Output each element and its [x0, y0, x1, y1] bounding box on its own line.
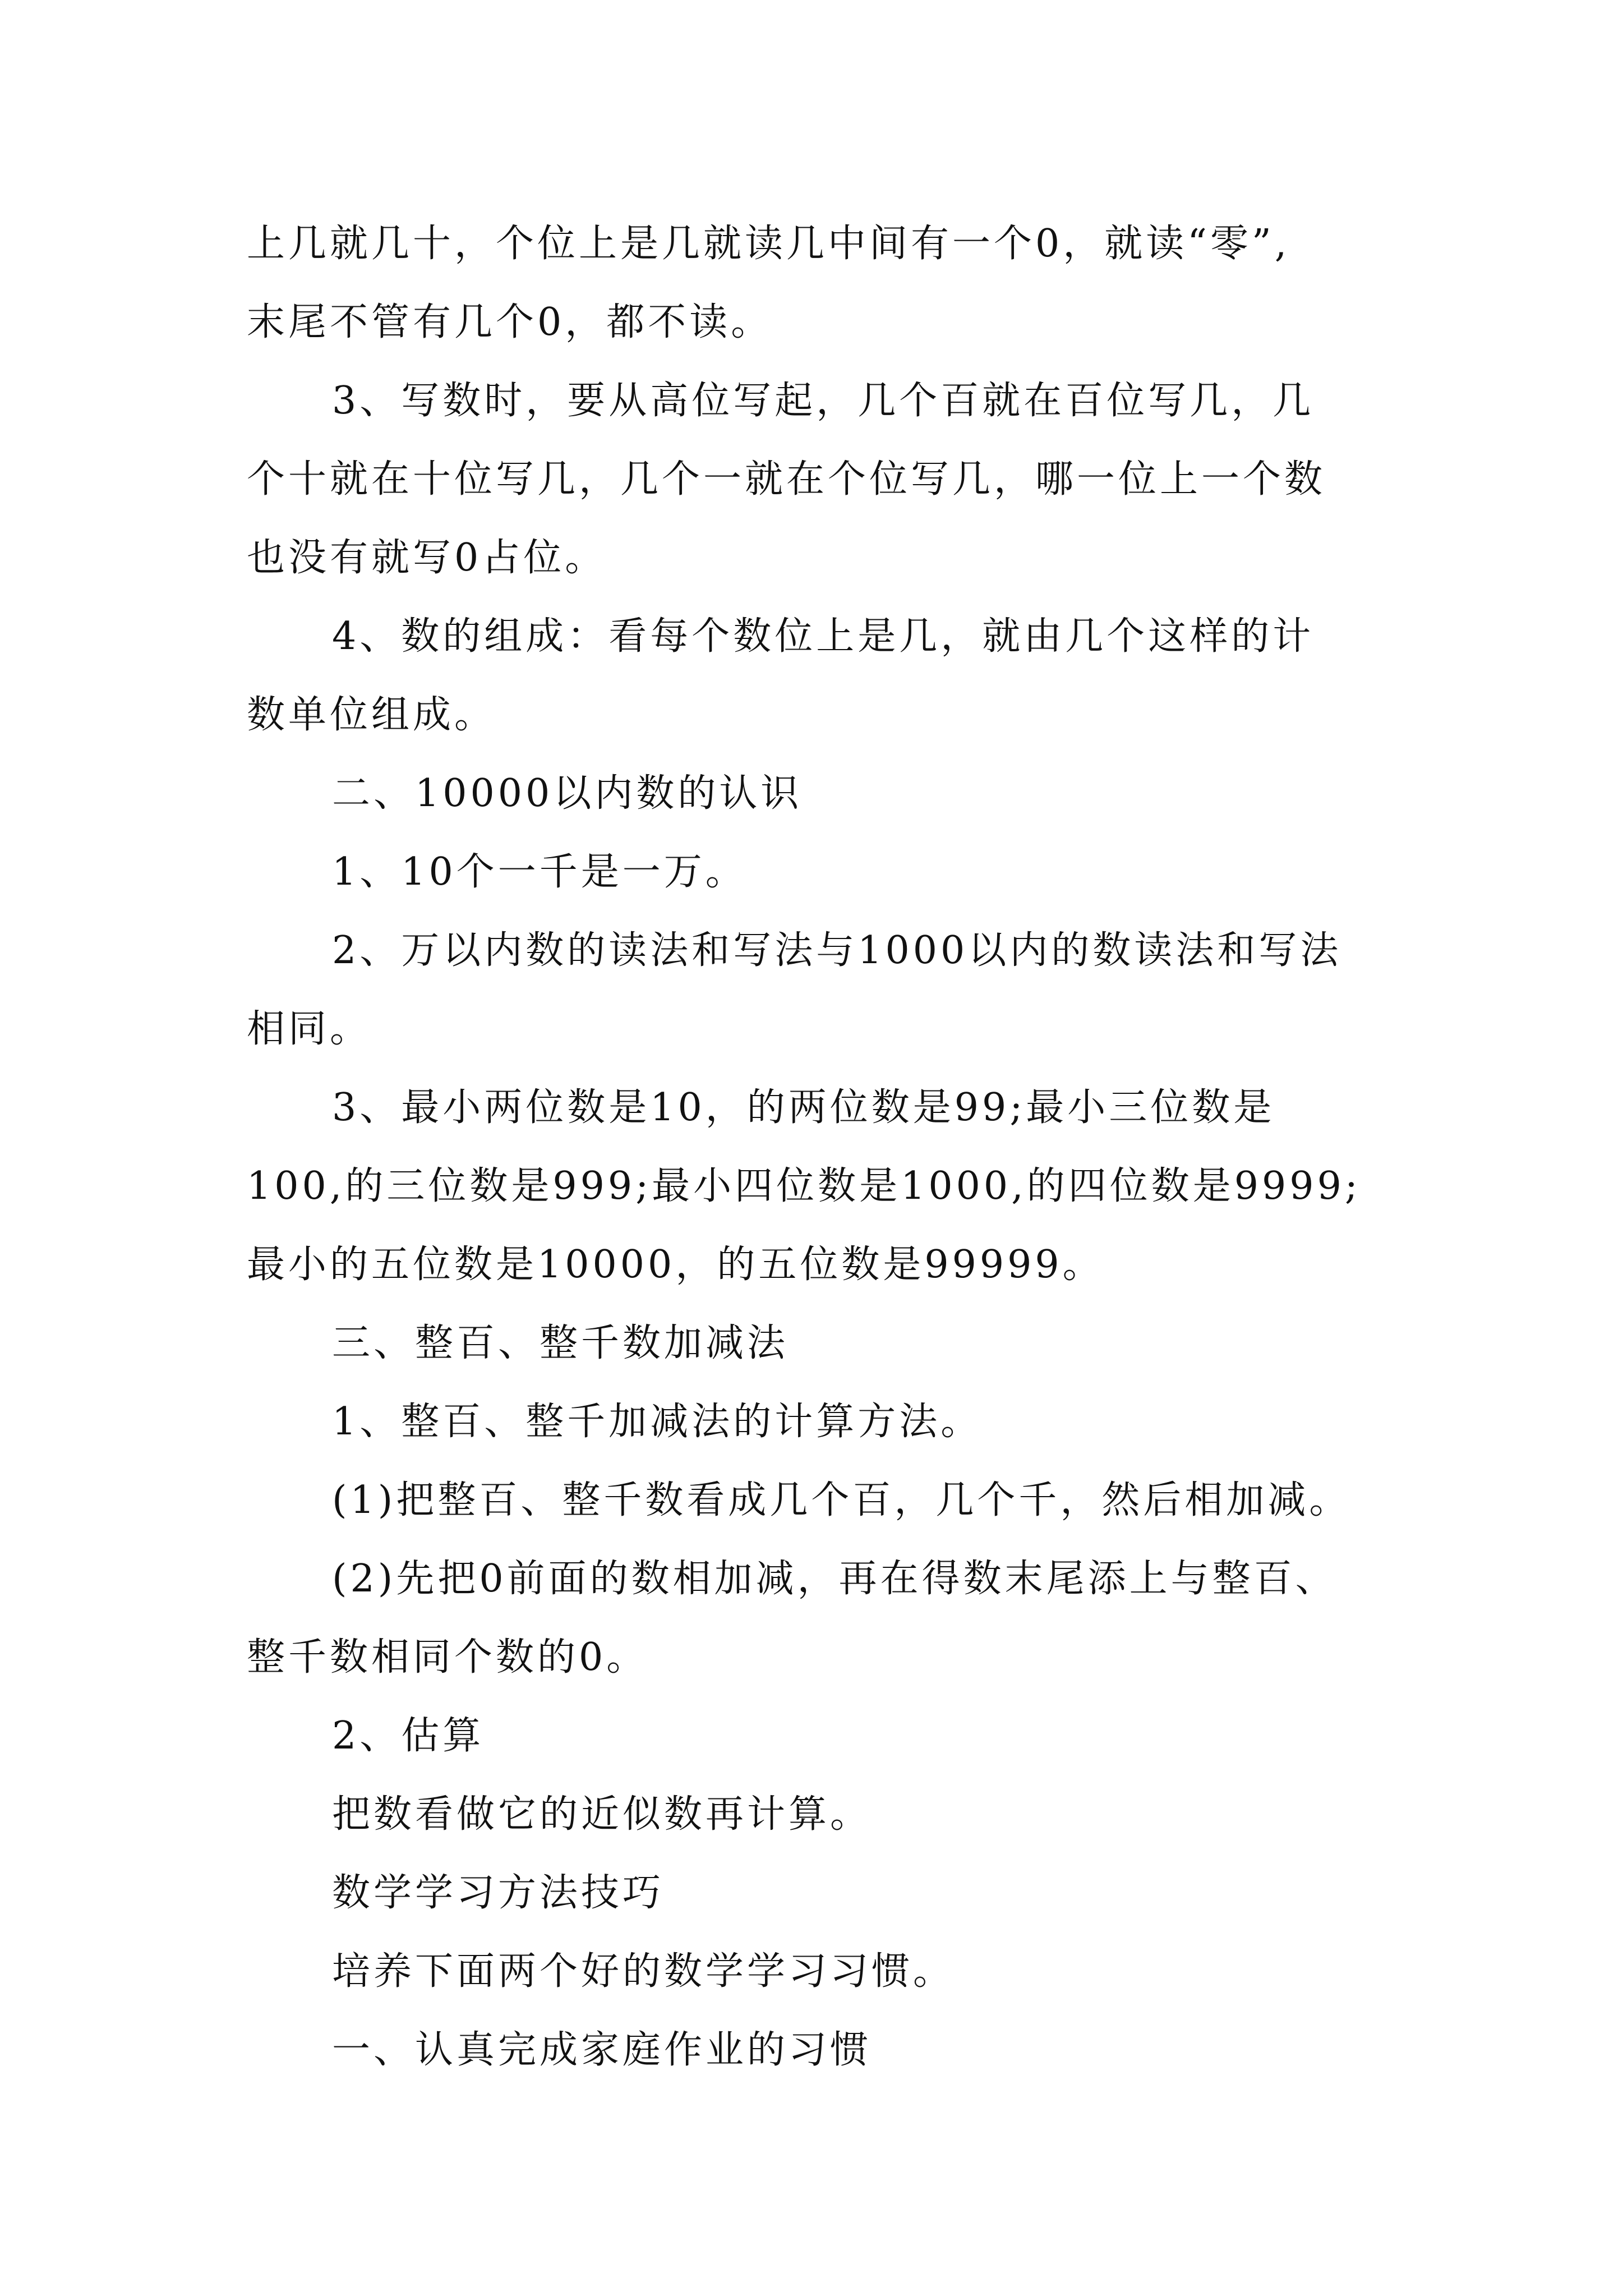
text-line: 培养下面两个好的数学学习习惯。	[332, 1949, 955, 1994]
text-line: 3、写数时，要从高位写起，几个百就在百位写几，几	[332, 379, 1315, 423]
text-line: 末尾不管有几个0，都不读。	[247, 300, 773, 344]
section-heading: 数学学习方法技巧	[332, 1871, 665, 1915]
text-line: 1、整百、整千加减法的计算方法。	[332, 1400, 983, 1444]
text-line: 1、10个一千是一万。	[332, 850, 747, 894]
text-line: 也没有就写0占位。	[247, 536, 607, 580]
text-line: 4、数的组成：看每个数位上是几，就由几个这样的计	[332, 614, 1315, 659]
text-line: (2)先把0前面的数相加减，再在得数末尾添上与整百、	[332, 1557, 1337, 1601]
text-line: 数单位组成。	[247, 693, 496, 737]
document-body	[247, 205, 1430, 2090]
text-line: 100,的三位数是999;最小四位数是1000,的四位数是9999;	[247, 1164, 1361, 1208]
text-line: 3、最小两位数是10，的两位数是99;最小三位数是	[332, 1085, 1275, 1130]
text-line: 最小的五位数是10000，的五位数是99999。	[247, 1243, 1104, 1287]
text-line: 2、估算	[332, 1714, 485, 1758]
text-line: 上几就几十，个位上是几就读几中间有一个0，就读“零”,	[247, 222, 1290, 266]
section-heading: 一、认真完成家庭作业的习惯	[332, 2028, 872, 2072]
text-line: 整千数相同个数的0。	[247, 1635, 648, 1680]
text-line: 个十就在十位写几，几个一就在个位写几，哪一位上一个数	[247, 457, 1326, 501]
text-line: 把数看做它的近似数再计算。	[332, 1792, 872, 1837]
section-heading: 三、整百、整千数加减法	[332, 1321, 789, 1365]
text-line: (1)把整百、整千数看成几个百，几个千，然后相加减。	[332, 1478, 1351, 1522]
text-line: 相同。	[247, 1007, 372, 1051]
section-heading: 二、10000以内数的认识	[332, 771, 803, 816]
text-line: 2、万以内数的读法和写法与1000以内的数读法和写法	[332, 928, 1342, 973]
